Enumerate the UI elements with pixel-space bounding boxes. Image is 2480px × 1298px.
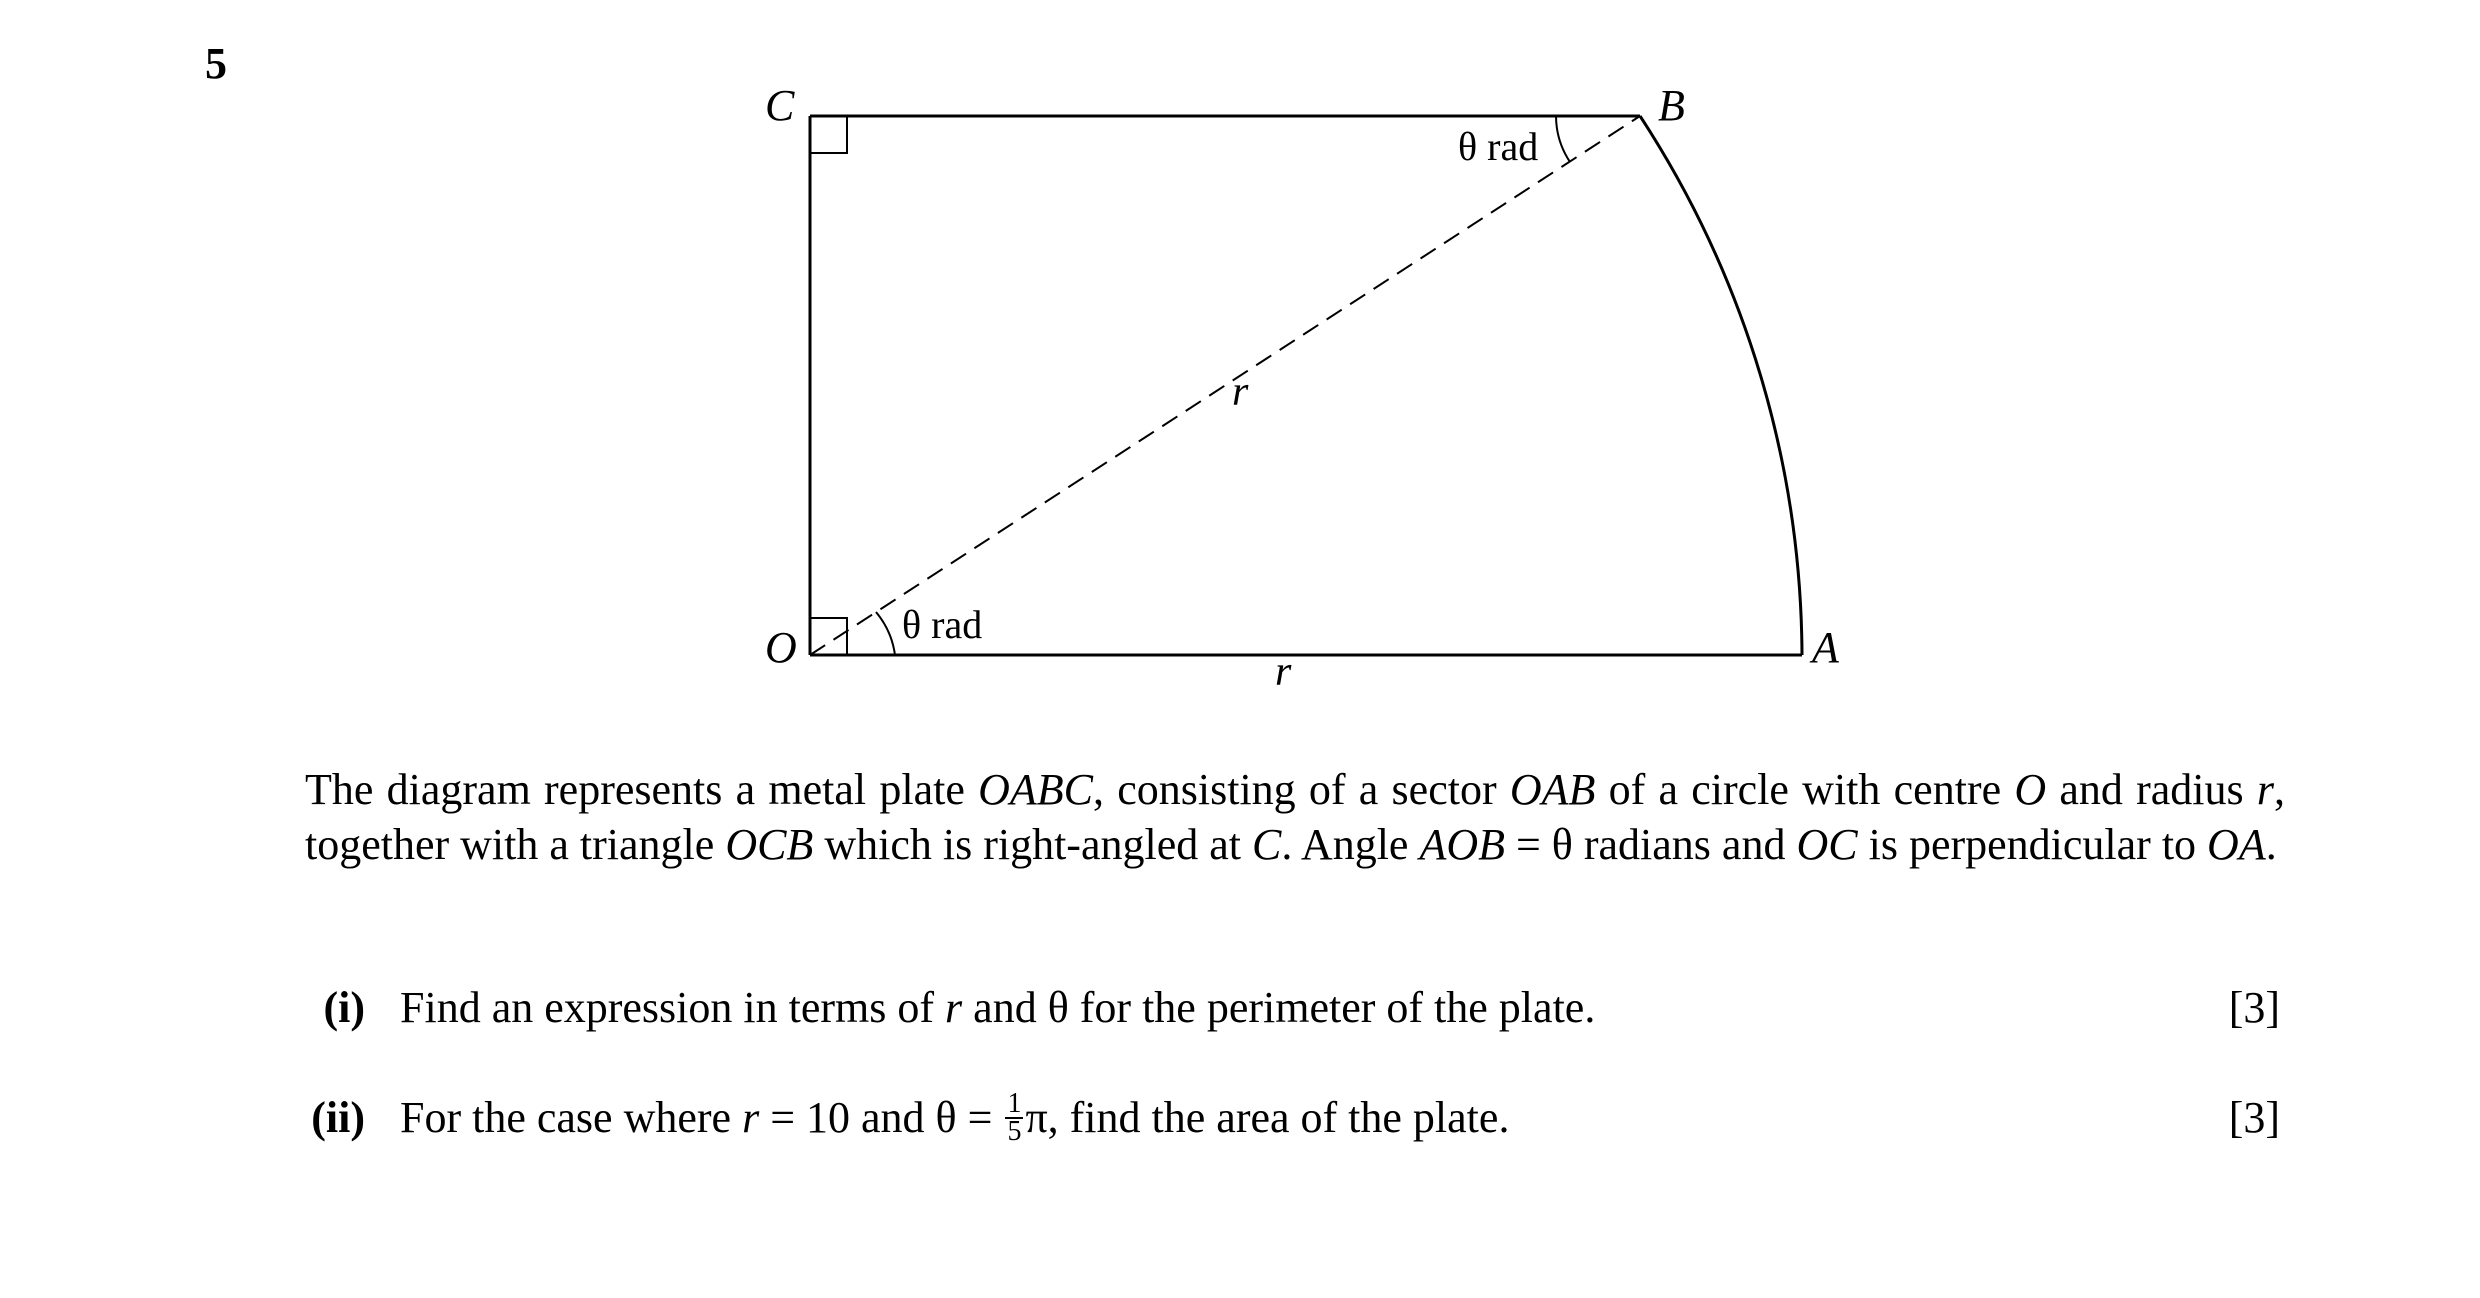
radius-label-OA: r	[1275, 649, 1292, 695]
label-O: O	[765, 623, 797, 672]
right-angle-C	[810, 116, 847, 153]
angle-arc-B	[1556, 116, 1570, 162]
label-C: C	[765, 81, 795, 130]
radius-OB-dashed	[810, 116, 1640, 655]
label-A: A	[1812, 623, 1839, 672]
radius-label-OB: r	[1232, 369, 1249, 415]
part-ii-label: (ii)	[311, 1093, 365, 1142]
label-B: B	[1658, 81, 1685, 130]
angle-label-O: θ rad	[902, 602, 983, 647]
right-angle-O	[810, 618, 847, 655]
part-i-text: Find an expression in terms of r and θ for the perimeter of the plate.	[400, 983, 1596, 1032]
question-stem: The diagram represents a metal plate OABC, consisting of a sector OAB of a circle with centre O and radius r, together with a triangle OCB which is right-angled at C. Angle AOB = θ radians and OC is perpendicular to OA.	[305, 765, 2285, 869]
question-number: 5	[205, 39, 227, 88]
part-i-label: (i)	[323, 983, 365, 1032]
fraction-one-fifth: $\frac{1}{5}$	[1007, 1087, 1022, 1147]
angle-label-B: θ rad	[1458, 124, 1539, 169]
arc-AB	[1640, 116, 1802, 655]
part-ii-marks: [3]	[2228, 1093, 2280, 1142]
part-ii-text: For the case where r = 10 and θ = $\frac{1}{5}$ π, find the area of the plate.	[400, 1087, 1510, 1147]
angle-arc-O	[876, 612, 895, 655]
part-i-marks: [3]	[2228, 983, 2280, 1032]
